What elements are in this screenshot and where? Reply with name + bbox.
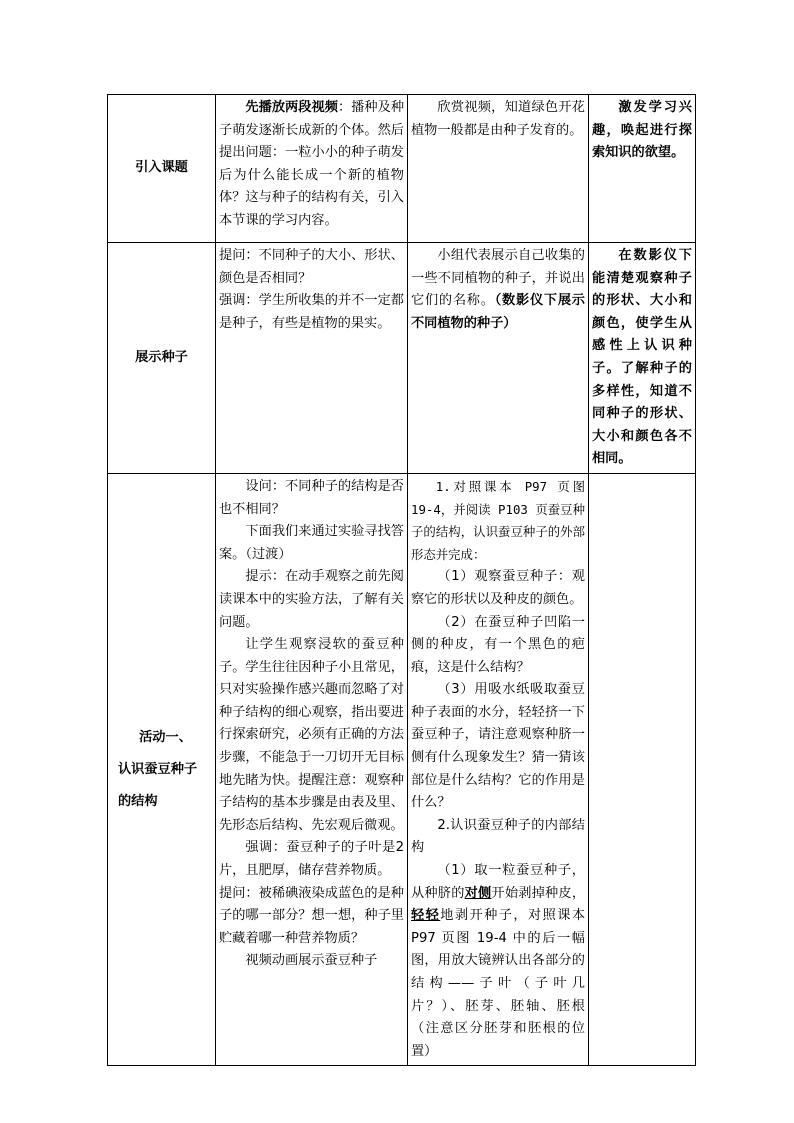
student-text: 小组代表展示自己收集的一些不同植物的种子，并说出它们的名称。: [411, 248, 585, 309]
stage-cell: [108, 243, 216, 474]
student-step: 1.对照课本 P97 页图 19-4，并阅读 P103 页蚕豆种子的结构，认识蚕豆种子的外部形态并完成：: [411, 478, 585, 562]
student-activity-cell: [408, 243, 589, 474]
student-activity-cell: [408, 473, 589, 1065]
emphasis-text: 对侧: [464, 885, 492, 901]
teacher-activity-cell: [216, 95, 408, 243]
stage-label-line: 认识蚕豆种子: [118, 761, 198, 777]
student-step: （3）用吸水纸吸取蚕豆种子表面的水分，轻轻挤一下蚕豆种子，请注意观察种脐一侧有什么现象发生？猜一猜该部位是什么结构？它的作用是什么？: [411, 682, 585, 811]
student-text: 欣赏视频，知道绿色开花植物一般都是由种子发育的。: [411, 100, 585, 138]
stage-cell: [108, 473, 216, 1065]
table-row: [108, 243, 696, 474]
stage-label: 引入课题: [135, 160, 188, 176]
design-intent-text: 在数影仪下能清楚观察种子的形状、大小和颜色，使学生从感性上认识种子。了解种子的多样性，知道不同种子的形状、大小和颜色各不相同。: [592, 248, 692, 467]
teacher-lead: 先播放两段视频: [245, 100, 338, 115]
stage-label-line: 的结构: [118, 793, 158, 809]
design-intent-cell: [589, 95, 696, 243]
teacher-activity-cell: [216, 243, 408, 474]
stage-label: 展示种子: [135, 349, 188, 365]
student-step: （1）观察蚕豆种子：观察它的形状以及种皮的颜色。: [411, 569, 585, 607]
teacher-paragraph: 提示：在动手观察之前先阅读课本中的实验方法，了解有关问题。: [219, 569, 404, 630]
student-step-text: （1）取一粒蚕豆种子，从种脐的: [411, 863, 585, 901]
teacher-paragraph: 让学生观察浸软的蚕豆种子。学生往往因种子小且常见，只对实验操作感兴趣而忽略了对种子结构的细心观察，指出要进行探索研究，必须有正确的方法步骤，不能急于一刀切开无目标地先睹为快。提醒注意：观察种子结构的基本步骤是由表及里、先形态后结构、先宏观后微观。: [219, 637, 404, 833]
teacher-question: 提问：不同种子的大小、形状、颜色是否相同？: [219, 248, 404, 286]
design-intent-cell: [589, 243, 696, 474]
stage-label-line: 活动一、: [139, 729, 192, 745]
teacher-paragraph: 强调：蚕豆种子的子叶是2片，且肥厚，储存营养物质。: [219, 840, 404, 879]
teacher-paragraph: 下面我们来通过实验寻找答案。（过渡）: [219, 524, 404, 562]
table-row: [108, 473, 696, 1065]
design-intent-cell: [589, 473, 696, 1065]
teacher-emphasis: 强调：学生所收集的并不一定都是种子，有些是植物的果实。: [219, 293, 404, 331]
lesson-plan-table: [107, 94, 696, 1066]
stage-cell: [108, 95, 216, 243]
student-activity-cell: [408, 95, 589, 243]
teacher-text: ：播种及种子萌发逐渐长成新的个体。然后提出问题：一粒小小的种子萌发后为什么能长成一个新的植物体？这与种子的结构有关，引入本节课的学习内容。: [219, 100, 405, 228]
student-step-text: 地剥开种子，对照课本 P97 页图 19-4 中的后一幅图，用放大镜辨认出各部分的结构——子叶（子叶几片？）、胚芽、胚轴、胚根（注意区分胚芽和胚根的位置）: [411, 908, 586, 1059]
student-step: （2）在蚕豆种子凹陷一侧的种皮，有一个黑色的疤痕，这是什么结构？: [411, 614, 585, 675]
design-intent-text: 激发学习兴趣，唤起进行探索知识的欲望。: [592, 100, 692, 161]
student-step: 2.认识蚕豆种子的内部结构: [411, 817, 585, 856]
student-note: （数影仪下展示不同植物的种子）: [411, 293, 585, 331]
teacher-paragraph: 视频动画展示蚕豆种子: [245, 953, 378, 969]
emphasis-text: 轻轻: [411, 908, 441, 924]
teacher-paragraph: 设问：不同种子的结构是否也不相同？: [219, 478, 404, 517]
teacher-paragraph: 提问：被稀碘液染成蓝色的是种子的哪一部分？想一想，种子里贮藏着哪一种营养物质？: [219, 885, 404, 946]
student-step-text: 开始剥掉种皮，: [491, 885, 586, 901]
teacher-activity-cell: [216, 473, 408, 1065]
student-step: [411, 860, 585, 1063]
table-row: [108, 95, 696, 243]
